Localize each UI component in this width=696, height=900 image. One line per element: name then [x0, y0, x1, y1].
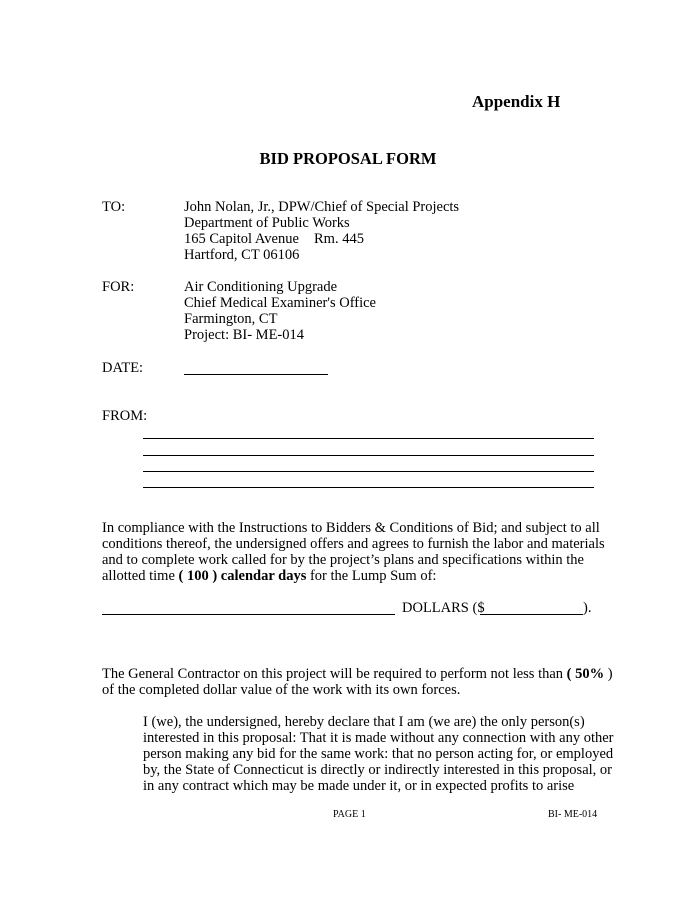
from-line-2[interactable]: [143, 455, 594, 456]
declaration-paragraph: [143, 714, 614, 794]
contractor-paragraph: [102, 666, 613, 698]
dollars-label: DOLLARS ($: [402, 600, 485, 616]
declaration-line-4: by, the State of Connecticut is directly or indirectly interested in this proposal, or: [143, 762, 612, 778]
to-city: Hartford, CT 06106: [184, 247, 300, 263]
amount-words-field[interactable]: [102, 614, 395, 615]
contractor-text: The General Contractor on this project will be required to perform not less than: [102, 666, 564, 682]
page-title: BID PROPOSAL FORM: [259, 149, 437, 168]
to-label: TO:: [102, 199, 126, 215]
percent-close: ): [607, 666, 613, 682]
compliance-paragraph: [102, 520, 605, 584]
footer-project-number: BI- ME-014: [548, 809, 598, 820]
from-label: FROM:: [102, 408, 148, 424]
for-project-number: Project: BI- ME-014: [184, 327, 305, 343]
contractor-line-1: [102, 666, 613, 682]
compliance-line-3: and to complete work called for by the project’s plans and specifications within the: [102, 552, 584, 568]
for-project-name: Air Conditioning Upgrade: [184, 279, 338, 295]
for-office: Chief Medical Examiner's Office: [184, 295, 376, 311]
to-street: 165 Capitol Avenue: [184, 231, 299, 247]
amount-close: ).: [583, 600, 592, 616]
for-label: FOR:: [102, 279, 135, 295]
declaration-line-5: in any contract which may be made under it, or in expected profits to arise: [143, 778, 575, 794]
compliance-line-1: In compliance with the Instructions to Bidders & Conditions of Bid; and subject to all: [102, 520, 600, 536]
page-number: PAGE 1: [333, 809, 366, 820]
to-addressee: John Nolan, Jr., DPW/Chief of Special Projects: [184, 199, 460, 215]
declaration-line-1: I (we), the undersigned, hereby declare that I am (we are) the only person(s): [143, 714, 585, 730]
from-line-3[interactable]: [143, 471, 594, 472]
date-field[interactable]: [184, 374, 328, 375]
allotted-time-text: allotted time: [102, 568, 175, 584]
calendar-days: ( 100 ) calendar days: [178, 568, 307, 584]
appendix-label: Appendix H: [472, 92, 561, 111]
amount-figures-field[interactable]: [480, 614, 583, 615]
for-location: Farmington, CT: [184, 311, 278, 327]
date-label: DATE:: [102, 360, 144, 376]
from-line-4[interactable]: [143, 487, 594, 488]
declaration-line-3: person making any bid for the same work: that no person acting for, or employed: [143, 746, 614, 762]
declaration-line-2: interested in this proposal: That it is made without any connection with any other: [143, 730, 614, 746]
to-department: Department of Public Works: [184, 215, 350, 231]
compliance-line-2: conditions thereof, the undersigned offers and agrees to furnish the labor and materials: [102, 536, 605, 552]
compliance-line-4: [102, 568, 602, 584]
contractor-line-2: of the completed dollar value of the work with its own forces.: [102, 682, 461, 698]
lump-sum-text: for the Lump Sum of:: [309, 568, 437, 584]
percent-value: ( 50%: [566, 666, 605, 682]
to-room: Rm. 445: [314, 231, 364, 247]
from-line-1[interactable]: [143, 438, 594, 439]
